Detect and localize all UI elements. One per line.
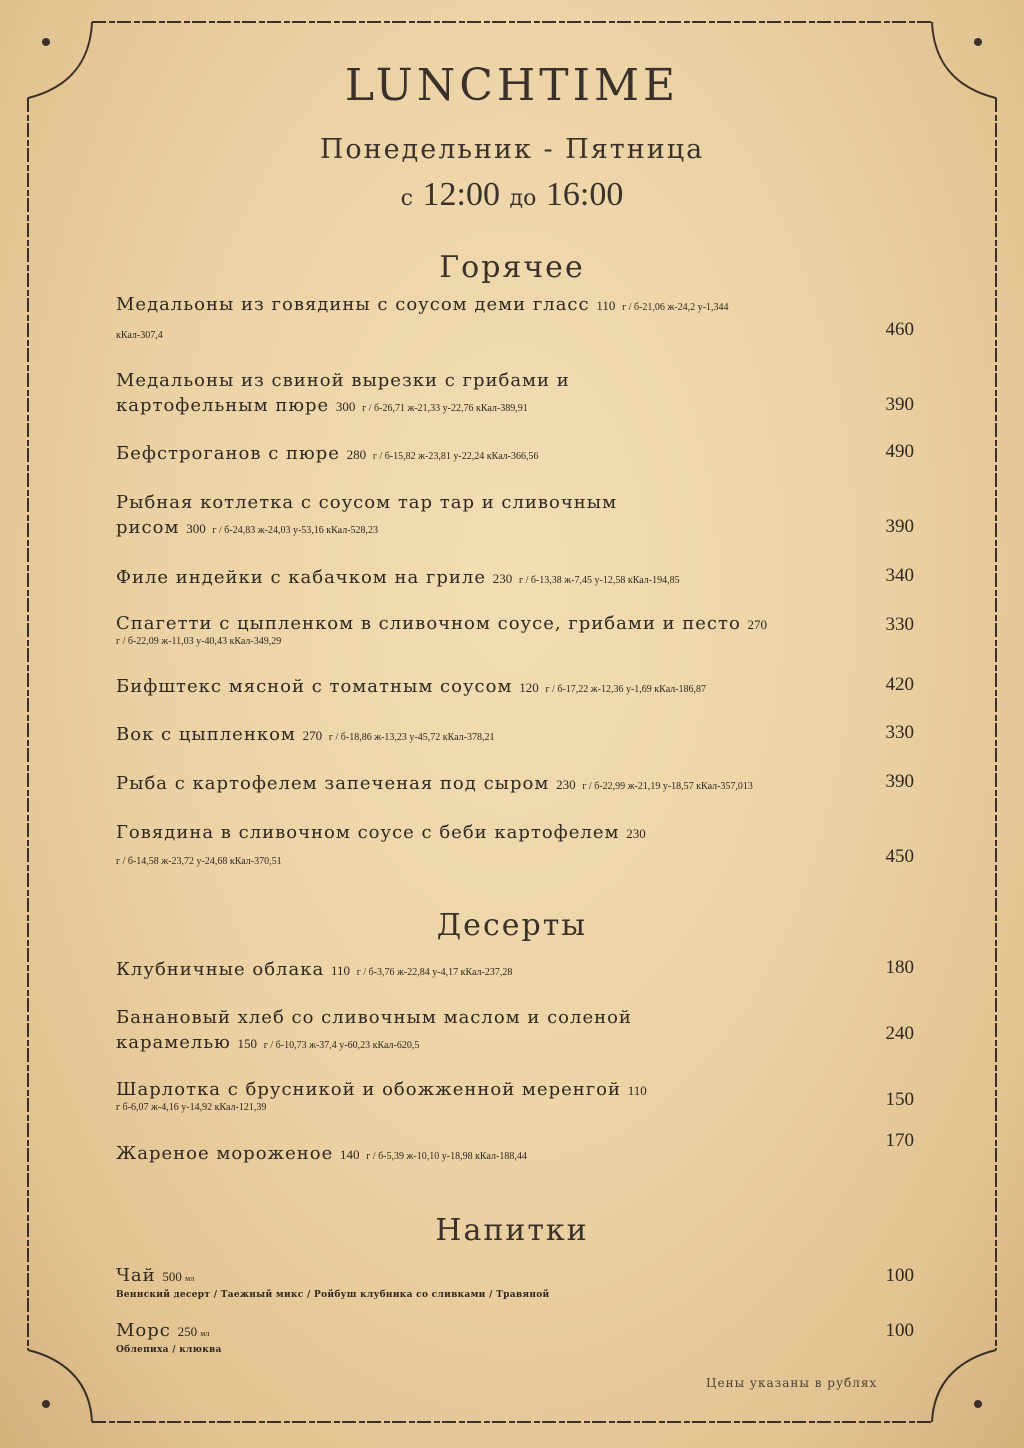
menu-item xyxy=(116,1141,876,1169)
item-name: Бифштекс мясной с томатным соусом xyxy=(116,676,513,697)
item-weight: 140 xyxy=(339,1147,360,1162)
item-price: 450 xyxy=(885,846,914,867)
item-name: Шарлотка с брусникой и обожженной меренгой xyxy=(116,1079,621,1100)
item-price: 150 xyxy=(885,1089,914,1110)
item-name: Медальоны из свиной вырезки с грибами и картофельным пюре xyxy=(116,370,570,416)
drink-name: Чай xyxy=(116,1265,156,1286)
item-name: Спагетти с цыпленком в сливочном соусе, грибами и песто xyxy=(116,613,741,634)
hours-from-word: с xyxy=(400,186,413,211)
item-nutrition: г / б-21,06 ж-24,2 у-1,344 кКал-307,4 xyxy=(116,302,729,341)
drink-name: Морс xyxy=(116,1320,171,1341)
item-name: Банановый хлеб со сливочным маслом и соленой карамелью xyxy=(116,1007,632,1053)
item-nutrition: г / б-10,73 ж-37,4 у-60,23 кКал-620,5 xyxy=(263,1040,420,1051)
item-price: 170 xyxy=(885,1130,914,1151)
item-price: 390 xyxy=(885,771,914,792)
menu-item xyxy=(116,1005,676,1058)
item-name: Вок с цыпленком xyxy=(116,724,296,745)
menu-item xyxy=(116,490,636,543)
item-nutrition: г / б-17,22 ж-12,36 у-1,69 кКал-186,87 xyxy=(545,684,707,695)
section-title-drinks: Напитки xyxy=(435,1213,589,1248)
item-weight: 230 xyxy=(626,826,646,841)
item-weight: 280 xyxy=(346,447,367,462)
hours-from-time: 12:00 xyxy=(422,176,500,213)
menu-item xyxy=(116,613,876,648)
drink-volume: 500 xyxy=(162,1269,182,1284)
hours-to-word: до xyxy=(509,186,537,211)
item-price: 180 xyxy=(885,957,914,978)
menu-item xyxy=(116,441,876,469)
item-nutrition: г / б-14,58 ж-23,72 у-24,68 кКал-370,51 xyxy=(116,856,282,867)
menu-days: Понедельник - Пятница xyxy=(319,134,705,165)
drink-volume: 250 xyxy=(177,1324,198,1339)
menu-title: LUNCHTIME xyxy=(344,60,680,111)
item-nutrition: г / б-22,99 ж-21,19 у-18,57 кКал-357,013 xyxy=(582,781,753,792)
item-nutrition: г / б-5,39 ж-10,10 у-18,98 кКал-188,44 xyxy=(366,1151,527,1162)
item-price: 330 xyxy=(885,722,914,743)
item-price: 100 xyxy=(885,1265,914,1286)
item-name: Медальоны из говядины с соусом деми гласс xyxy=(116,294,590,315)
menu-item xyxy=(116,368,676,421)
item-weight: 300 xyxy=(186,521,206,536)
item-name: Бефстроганов с пюре xyxy=(116,443,340,464)
item-weight: 110 xyxy=(627,1083,647,1098)
item-weight: 270 xyxy=(302,728,323,743)
section-title-desserts: Десерты xyxy=(436,908,588,943)
section-title-hot: Горячее xyxy=(439,250,585,285)
item-name: Жареное мороженое xyxy=(116,1143,334,1164)
item-nutrition: г / б-26,71 ж-21,33 у-22,76 кКал-389,91 xyxy=(362,403,528,414)
item-price: 420 xyxy=(885,674,914,695)
item-weight: 300 xyxy=(335,399,356,414)
item-nutrition: г / б-3,76 ж-22,84 у-4,17 кКал-237,28 xyxy=(356,967,513,978)
item-nutrition: г / б-22,09 ж-11,03 у-40,43 кКал-349,29 xyxy=(116,636,282,647)
item-weight: 120 xyxy=(519,680,539,695)
item-price: 340 xyxy=(885,565,914,586)
item-weight: 270 xyxy=(747,617,768,632)
item-weight: 110 xyxy=(596,298,616,313)
item-weight: 230 xyxy=(492,571,513,586)
drink-unit: мл xyxy=(200,1329,210,1338)
drink-options: Веннский десерт / Таежный микс / Ройбуш клубника со сливками / Травяной xyxy=(116,1290,550,1300)
item-price: 330 xyxy=(885,614,914,635)
drink-unit: мл xyxy=(185,1274,195,1283)
item-price: 490 xyxy=(885,441,914,462)
menu-hours xyxy=(0,176,1024,214)
drink-item xyxy=(116,1265,194,1286)
item-nutrition: г б-6,07 ж-4,16 у-14,92 кКал-121,39 xyxy=(116,1102,267,1113)
hours-to-time: 16:00 xyxy=(545,176,624,213)
menu-item xyxy=(116,820,656,874)
prices-note: Цены указаны в рублях xyxy=(706,1376,878,1390)
menu-item xyxy=(116,565,876,593)
item-price: 100 xyxy=(885,1320,914,1341)
menu-item xyxy=(116,722,876,750)
item-name: Филе индейки с кабачком на гриле xyxy=(116,567,486,588)
item-nutrition: г / б-24,83 ж-24,03 у-53,16 кКал-528,23 xyxy=(212,525,379,536)
item-name: Говядина в сливочном соусе с беби картофелем xyxy=(116,822,620,843)
item-price: 390 xyxy=(885,394,914,415)
item-nutrition: г / б-15,82 ж-23,81 у-22,24 кКал-366,56 xyxy=(372,451,539,462)
menu-item xyxy=(116,771,876,799)
item-price: 240 xyxy=(885,1023,914,1044)
item-weight: 150 xyxy=(237,1036,258,1051)
menu-item xyxy=(116,957,876,985)
item-nutrition: г / б-13,38 ж-7,45 у-12,58 кКал-194,85 xyxy=(518,575,680,586)
drink-options: Облепиха / клюква xyxy=(116,1345,222,1355)
item-price: 390 xyxy=(885,516,914,537)
item-weight: 230 xyxy=(556,777,576,792)
menu-item xyxy=(116,674,876,702)
item-name: Клубничные облака xyxy=(116,959,325,980)
item-name: Рыбная котлетка с соусом тар тар и сливочным рисом xyxy=(116,492,618,538)
menu-item xyxy=(116,292,756,348)
item-weight: 110 xyxy=(330,963,350,978)
menu-item xyxy=(116,1079,876,1114)
item-price: 460 xyxy=(885,319,914,340)
item-nutrition: г / б-18,86 ж-13,23 у-45,72 кКал-378,21 xyxy=(328,732,495,743)
drink-item xyxy=(116,1320,209,1341)
item-name: Рыба с картофелем запеченая под сыром xyxy=(116,773,550,794)
